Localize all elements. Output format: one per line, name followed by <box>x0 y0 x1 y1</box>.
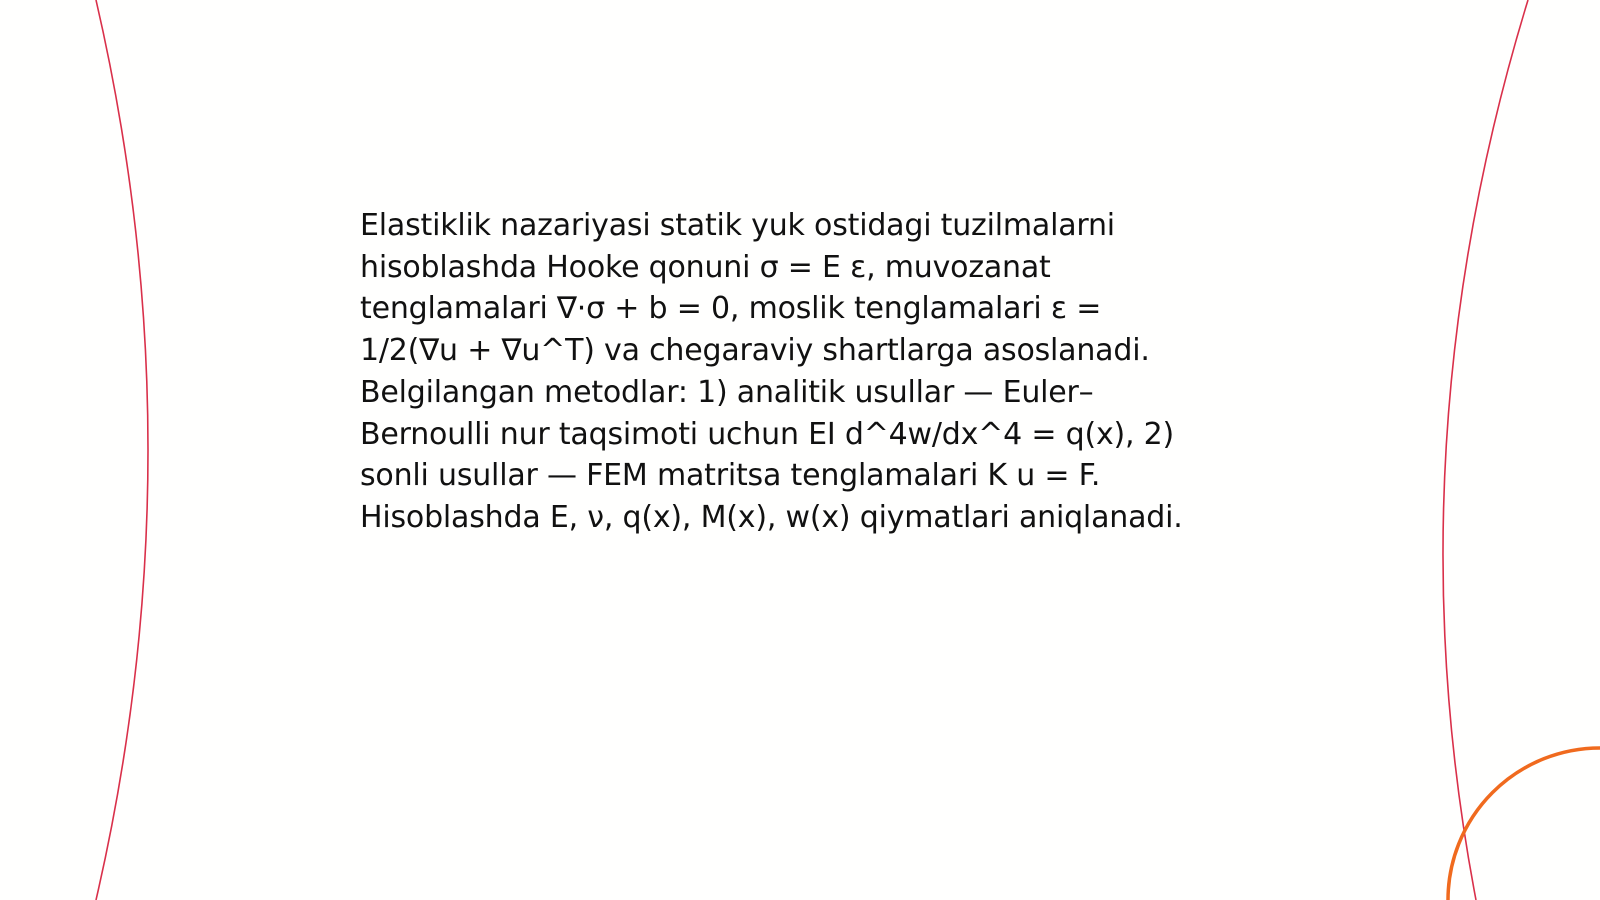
right-arc <box>1443 0 1528 900</box>
left-arc <box>96 0 148 900</box>
body-paragraph: Elastiklik nazariyasi statik yuk ostidagi tuzilmalarni hisoblashda Hooke qonuni σ = E ε, muvozanat tenglamalari ∇·σ + b = 0, moslik tenglamalari ε = 1/2(∇u + ∇u^T) va chegaraviy shartlarga asoslanadi. Belgilangan metodlar: 1) analitik usullar — Euler– Bernoulli nur taqsimoti uchun EI d^4w/dx^4 = q(x), 2) sonli usullar — FEM matritsa tenglamalari K u = F. Hisoblashda E, ν, q(x), M(x), w(x) qiymatlari aniqlanadi. <box>360 208 1183 535</box>
orange-circle-outline <box>1448 748 1600 900</box>
